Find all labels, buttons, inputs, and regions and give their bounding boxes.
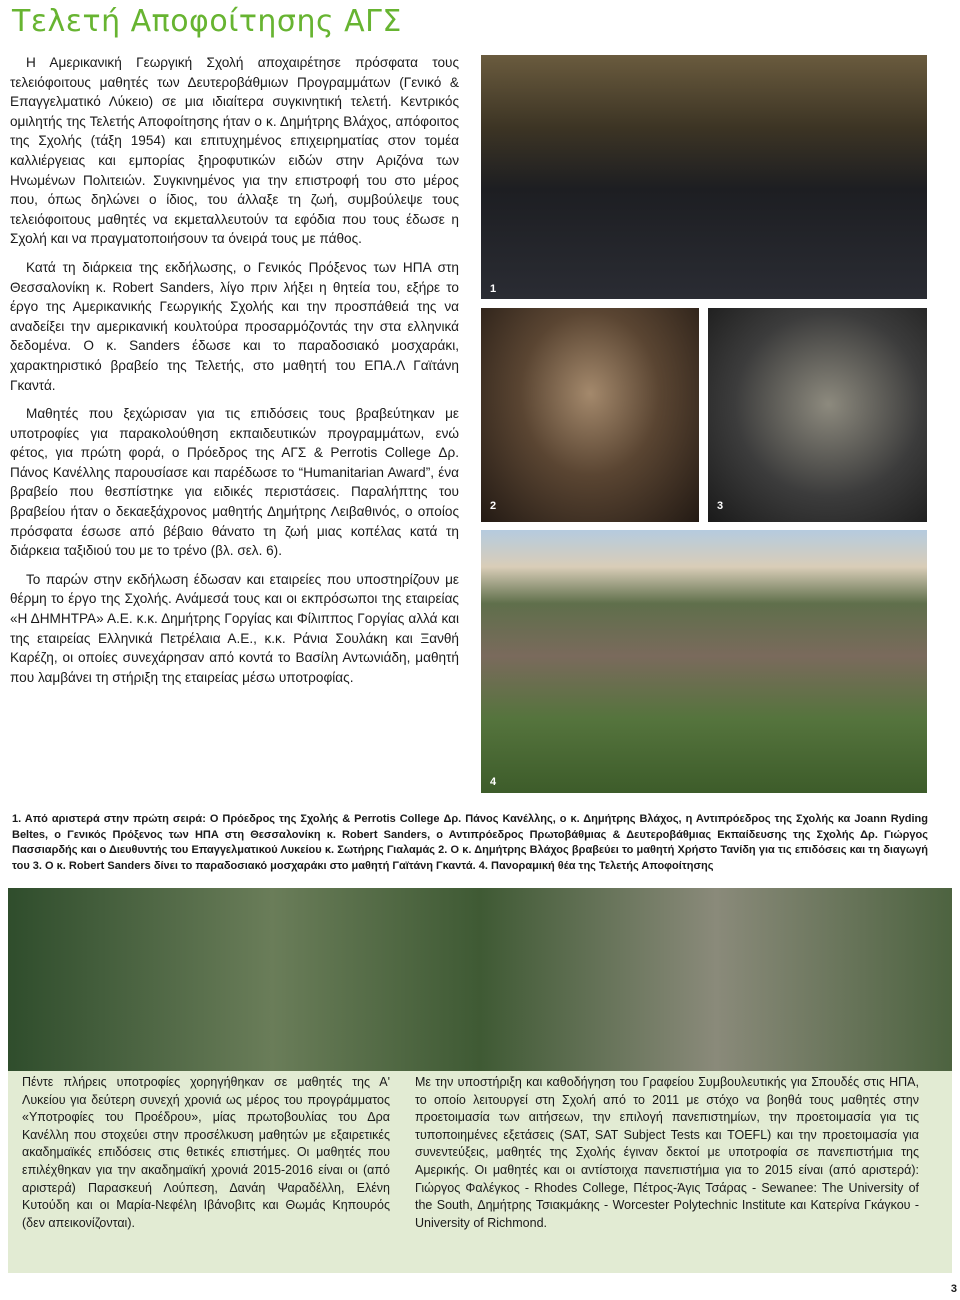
photo-scholarship-students — [8, 888, 952, 1071]
scholarship-text-right: Με την υποστήριξη και καθοδήγηση του Γραφείου Συμβουλευτικής για Σπουδές στις ΗΠΑ, το οποίο λειτουργεί στη Σχολή από το 2011 με στόχο να βοηθά τους μαθητές στην προετοιμασία των αιτήσεων, την επιλογή πανεπιστημίων, την προετοιμασία για τις τυποποιημένες εξετάσεις (SAT, SAT Subject Tests και TOEFL) και την προετοιμασία για συνεντεύξεις, μαθητές της Σχολής έγιναν δεκτοί με υποτροφία σε πανεπιστήμια της Αμερικής. Οι μαθητές και οι αντίστοιχα πανεπιστήμια για το 2015 είναι (από αριστερά): Γιώργος Φαλέγκος - Rhodes College, Πέτρος-Άγις Τσάρας - Sewanee: The University of the South, Δημήτρης Τσιακμάκης - Worcester Polytechnic Institute και Κατερίνα Γκάγκου - University of Richmond. — [415, 1075, 919, 1230]
photo-caption: 1. Από αριστερά στην πρώτη σειρά: Ο Πρόεδρος της Σχολής & Perrotis College Δρ. Πάνος Κανέλλης, ο κ. Δημήτρης Βλάχος, η Αντιπρόεδρος της Σχολής κα Joann Ryding Beltes, ο Γενικός Πρόξενος των ΗΠΑ στη Θεσσαλονίκη κ. Robert Sanders, ο Αντιπρόεδρος Πρωτοβάθμιας & Δευτεροβάθμιας Εκπαίδευσης της Σχολής Δρ. Γιώργος Πασσιαρδής και ο Διευθυντής του Επαγγελματικού Λυκείου κ. Σωτήρης Γιαλαμάς 2. Ο κ. Δημήτρης Βλάχος βραβεύει το μαθητή Χρήστο Τανίδη για τις επιδόσεις και τη διαγωγή του 3. Ο κ. Robert Sanders δίνει το παραδοσιακό μοσχαράκι στο μαθητή Γαϊτάνη Γκαντά. 4. Πανοραμική θέα της Τελετής Αποφοίτησης — [12, 813, 928, 872]
photo-calf-award — [708, 308, 927, 522]
article-paragraph: Η Αμερικανική Γεωργική Σχολή αποχαιρέτησε πρόσφατα τους τελειόφοιτους μαθητές των Δευτεροβάθμιων Προγραμμάτων (Γενικό & Επαγγελματικό Λύκειο) σε μια ιδιαίτερα συγκινητική τελετή. Κεντρικός ομιλητής της Τελετής Αποφοίτησης ήταν ο κ. Δημήτρης Βλάχος, απόφοιτος της Σχολής (τάξη 1954) και επιτυχημένος επιχειρηματίας στον τομέα καλλιέργειας και εμπορίας ξηροφυτικών ειδών στην Αριζόνα των Ηνωμένων Πολιτειών. Συγκινημένος για την επιστροφή του στο μέρος που, όπως δηλώνει ο ίδιος, του άλλαξε τη ζωή, συμβούλεψε τους τελειόφοιτους μαθητές να εκμεταλλευτούν τα εφόδια που τους έδωσε η Σχολή και να πραγματοποιήσουν τα όνειρά τους με πάθος. — [10, 55, 459, 247]
photo-award-handshake — [481, 308, 699, 522]
page-number: 3 — [950, 1283, 957, 1295]
page-title: Τελετή Αποφοίτησης ΑΓΣ — [12, 4, 402, 39]
article-paragraph: Κατά τη διάρκεια της εκδήλωσης, ο Γενικός Πρόξενος των ΗΠΑ στη Θεσσαλονίκη κ. Robert Sanders, λίγο πριν λήξει η θητεία του, εξήρε το έργο της Αμερικανικής Γεωργικής Σχολής και την προσπάθειά της να αναδείξει την αμερικανική κουλτούρα προσαρμόζοντάς την στα ελληνικά δεδομένα. Ο κ. Sanders έδωσε και το παραδοσιακό μοσχαράκι, χαρακτηριστικό βραβείο της Τελετής, στο μαθητή του ΕΠΑ.Λ Γαϊτάνη Γκαντά. — [10, 259, 459, 393]
scholarship-box — [8, 1071, 952, 1273]
photo-number: 2 — [490, 500, 497, 512]
article-body — [10, 53, 459, 696]
photo-ceremony-panorama — [481, 530, 927, 793]
photo-number: 3 — [717, 500, 724, 512]
article-paragraph: Το παρών στην εκδήλωση έδωσαν και εταιρείες που υποστηρίζουν με θέρμη το έργο της Σχολής. Ανάμεσά τους και οι εκπρόσωποι της εταιρείας «Η ΔΗΜΗΤΡΑ» Α.Ε. κ.κ. Δημήτρης Γοργίας και Φίλιππος Γοργίας αλλά και της εταιρείας Ελληνικά Πετρέλαια Α.Ε., κ.κ. Ράνια Σουλάκη και Ξανθή Καρέζη, οι οποίες συνεχάρησαν από κοντά το Βασίλη Αντωνιάδη, μαθητή που λαμβάνει τη στήριξη της εταιρείας μέσω υποτροφίας. — [10, 571, 459, 685]
photo-number: 4 — [490, 776, 497, 788]
photo-number: 1 — [490, 283, 497, 295]
photo-graduates-group — [481, 55, 927, 299]
scholarship-text-left: Πέντε πλήρεις υποτροφίες χορηγήθηκαν σε μαθητές της Α' Λυκείου για δεύτερη συνεχή χρονιά ως μέρος του προγράμματος «Υποτροφίες του Προέδρου», μίας πρωτοβουλίας του Δρα Κανέλλη που στοχεύει στην προσέλκυση μαθητών με εξαιρετικές ακαδημαϊκές επιδόσεις στις θετικές επιστήμες. Οι μαθητές που επιλέχθηκαν για την ακαδημαϊκή χρονιά 2015-2016 είναι οι (από αριστερά) Παρασκευή Λούπεση, Δανάη Ψαραδέλλη, Ελένη Κυτούδη και οι Μαρία-Νεφέλη Ιβάνοβιτς και Θωμάς Κηπουρός (δεν απεικονίζονται). — [22, 1075, 390, 1230]
article-paragraph: Μαθητές που ξεχώρισαν για τις επιδόσεις τους βραβεύτηκαν με υποτροφίες για παρακολούθηση εκπαιδευτικών προγραμμάτων, ενώ φέτος, για πρώτη φορά, ο Πρόεδρος της ΑΓΣ & Perrotis College Δρ. Πάνος Κανέλλης παρουσίασε και παρέδωσε το “Humanitarian Award”, ένα βραβείο που θεσπίστηκε για ειδικές περιστάσεις. Παραλήπτης του βραβείου ήταν ο δεκαεξάχρονος μαθητής Δημήτρης Λειβαθινός, ο οποίος πρόσφατα έσωσε από βέβαιο θάνατο τη ζωή μιας κοπέλας κατά τη διάρκεια ταξιδιού του με το τρένο (βλ. σελ. 6). — [10, 406, 459, 559]
